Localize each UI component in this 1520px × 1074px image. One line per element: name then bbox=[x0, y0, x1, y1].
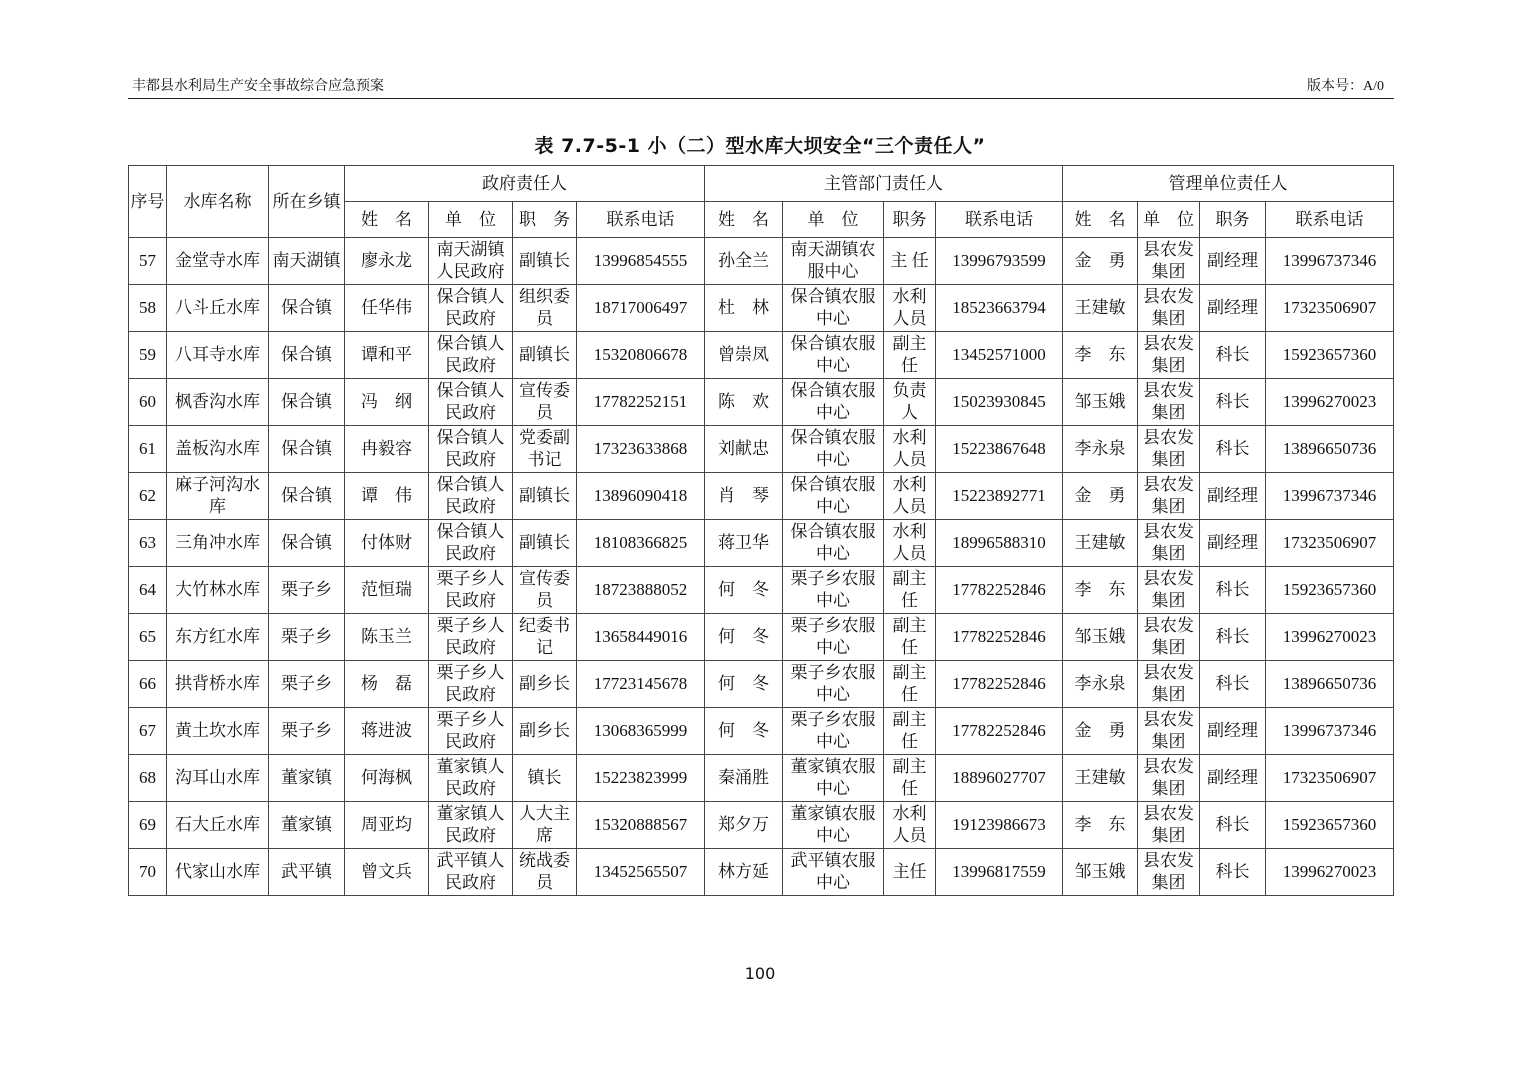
responsibility-table bbox=[128, 165, 1394, 896]
table-row bbox=[129, 661, 1394, 708]
cell-dept-phone: 13452571000 bbox=[936, 332, 1063, 379]
cell-dept-post: 水利人员 bbox=[884, 520, 936, 567]
cell-town: 栗子乡 bbox=[269, 567, 345, 614]
cell-gov-unit: 武平镇人民政府 bbox=[429, 849, 513, 896]
cell-mgmt-name: 王建敏 bbox=[1063, 755, 1138, 802]
cell-dept-name: 孙全兰 bbox=[705, 238, 783, 285]
cell-dept-phone: 13996817559 bbox=[936, 849, 1063, 896]
cell-gov-post: 副镇长 bbox=[513, 473, 577, 520]
cell-dept-unit: 保合镇农服中心 bbox=[783, 379, 884, 426]
cell-seq: 61 bbox=[129, 426, 167, 473]
cell-gov-phone: 17782252151 bbox=[577, 379, 705, 426]
cell-gov-name: 谭 伟 bbox=[345, 473, 429, 520]
cell-gov-name: 廖永龙 bbox=[345, 238, 429, 285]
cell-mgmt-post: 科长 bbox=[1200, 426, 1266, 473]
col-mgmt-name: 姓 名 bbox=[1063, 202, 1138, 238]
cell-town: 保合镇 bbox=[269, 332, 345, 379]
cell-dept-phone: 17782252846 bbox=[936, 661, 1063, 708]
cell-gov-phone: 15320888567 bbox=[577, 802, 705, 849]
cell-dept-phone: 15023930845 bbox=[936, 379, 1063, 426]
cell-gov-post: 宣传委员 bbox=[513, 567, 577, 614]
cell-dept-unit: 栗子乡农服中心 bbox=[783, 661, 884, 708]
cell-reservoir: 黄土坎水库 bbox=[167, 708, 269, 755]
col-gov-unit: 单 位 bbox=[429, 202, 513, 238]
cell-mgmt-phone: 13996737346 bbox=[1266, 708, 1394, 755]
cell-mgmt-name: 王建敏 bbox=[1063, 285, 1138, 332]
cell-mgmt-post: 科长 bbox=[1200, 661, 1266, 708]
cell-mgmt-unit: 县农发集团 bbox=[1138, 238, 1200, 285]
cell-gov-name: 任华伟 bbox=[345, 285, 429, 332]
cell-reservoir: 八耳寺水库 bbox=[167, 332, 269, 379]
col-dept-phone: 联系电话 bbox=[936, 202, 1063, 238]
cell-seq: 62 bbox=[129, 473, 167, 520]
cell-reservoir: 八斗丘水库 bbox=[167, 285, 269, 332]
cell-gov-post: 纪委书记 bbox=[513, 614, 577, 661]
cell-dept-post: 副主任 bbox=[884, 614, 936, 661]
cell-dept-name: 秦涌胜 bbox=[705, 755, 783, 802]
table-row bbox=[129, 285, 1394, 332]
cell-gov-phone: 13658449016 bbox=[577, 614, 705, 661]
table-row bbox=[129, 802, 1394, 849]
cell-dept-unit: 董家镇农服中心 bbox=[783, 802, 884, 849]
cell-gov-phone: 17723145678 bbox=[577, 661, 705, 708]
cell-mgmt-post: 科长 bbox=[1200, 802, 1266, 849]
cell-dept-name: 刘献忠 bbox=[705, 426, 783, 473]
col-dept-unit: 单 位 bbox=[783, 202, 884, 238]
cell-mgmt-unit: 县农发集团 bbox=[1138, 285, 1200, 332]
table-row bbox=[129, 238, 1394, 285]
cell-dept-name: 曾崇凤 bbox=[705, 332, 783, 379]
cell-dept-phone: 17782252846 bbox=[936, 708, 1063, 755]
cell-seq: 64 bbox=[129, 567, 167, 614]
cell-town: 董家镇 bbox=[269, 755, 345, 802]
cell-gov-phone: 13896090418 bbox=[577, 473, 705, 520]
cell-town: 武平镇 bbox=[269, 849, 345, 896]
cell-dept-unit: 保合镇农服中心 bbox=[783, 426, 884, 473]
cell-reservoir: 石大丘水库 bbox=[167, 802, 269, 849]
cell-gov-name: 冉毅容 bbox=[345, 426, 429, 473]
cell-dept-unit: 栗子乡农服中心 bbox=[783, 708, 884, 755]
cell-dept-post: 主 任 bbox=[884, 238, 936, 285]
cell-dept-unit: 栗子乡农服中心 bbox=[783, 567, 884, 614]
table-row bbox=[129, 614, 1394, 661]
table-row bbox=[129, 379, 1394, 426]
cell-dept-post: 水利人员 bbox=[884, 426, 936, 473]
cell-mgmt-unit: 县农发集团 bbox=[1138, 567, 1200, 614]
cell-dept-name: 郑夕万 bbox=[705, 802, 783, 849]
cell-mgmt-name: 邹玉娥 bbox=[1063, 614, 1138, 661]
table-body bbox=[129, 238, 1394, 896]
cell-dept-name: 蒋卫华 bbox=[705, 520, 783, 567]
cell-gov-name: 冯 纲 bbox=[345, 379, 429, 426]
cell-gov-name: 周亚均 bbox=[345, 802, 429, 849]
cell-town: 栗子乡 bbox=[269, 614, 345, 661]
cell-dept-name: 何 冬 bbox=[705, 708, 783, 755]
cell-dept-post: 主任 bbox=[884, 849, 936, 896]
cell-gov-post: 宣传委员 bbox=[513, 379, 577, 426]
table-row bbox=[129, 332, 1394, 379]
col-mgmt-unit: 单 位 bbox=[1138, 202, 1200, 238]
cell-dept-phone: 15223867648 bbox=[936, 426, 1063, 473]
cell-town: 南天湖镇 bbox=[269, 238, 345, 285]
cell-gov-phone: 15320806678 bbox=[577, 332, 705, 379]
cell-dept-phone: 18996588310 bbox=[936, 520, 1063, 567]
cell-gov-unit: 董家镇人民政府 bbox=[429, 755, 513, 802]
cell-reservoir: 代家山水库 bbox=[167, 849, 269, 896]
cell-gov-post: 副镇长 bbox=[513, 332, 577, 379]
cell-gov-post: 副乡长 bbox=[513, 661, 577, 708]
cell-gov-unit: 保合镇人民政府 bbox=[429, 426, 513, 473]
col-reservoir: 水库名称 bbox=[167, 166, 269, 238]
cell-mgmt-unit: 县农发集团 bbox=[1138, 379, 1200, 426]
cell-dept-post: 水利人员 bbox=[884, 473, 936, 520]
col-dept-group: 主管部门责任人 bbox=[705, 166, 1063, 202]
cell-gov-unit: 保合镇人民政府 bbox=[429, 379, 513, 426]
cell-gov-unit: 栗子乡人民政府 bbox=[429, 661, 513, 708]
table-row bbox=[129, 708, 1394, 755]
cell-mgmt-name: 李 东 bbox=[1063, 802, 1138, 849]
cell-dept-unit: 武平镇农服中心 bbox=[783, 849, 884, 896]
cell-reservoir: 三角冲水库 bbox=[167, 520, 269, 567]
table-row bbox=[129, 755, 1394, 802]
cell-mgmt-phone: 15923657360 bbox=[1266, 332, 1394, 379]
cell-dept-phone: 19123986673 bbox=[936, 802, 1063, 849]
cell-reservoir: 大竹林水库 bbox=[167, 567, 269, 614]
cell-mgmt-phone: 15923657360 bbox=[1266, 802, 1394, 849]
cell-dept-unit: 栗子乡农服中心 bbox=[783, 614, 884, 661]
cell-seq: 60 bbox=[129, 379, 167, 426]
cell-seq: 57 bbox=[129, 238, 167, 285]
cell-dept-unit: 保合镇农服中心 bbox=[783, 520, 884, 567]
cell-gov-post: 副镇长 bbox=[513, 238, 577, 285]
cell-mgmt-name: 李永泉 bbox=[1063, 426, 1138, 473]
cell-seq: 59 bbox=[129, 332, 167, 379]
page-header bbox=[128, 76, 1394, 99]
cell-mgmt-post: 科长 bbox=[1200, 849, 1266, 896]
cell-dept-unit: 保合镇农服中心 bbox=[783, 285, 884, 332]
cell-mgmt-post: 科长 bbox=[1200, 614, 1266, 661]
cell-mgmt-phone: 13996270023 bbox=[1266, 614, 1394, 661]
cell-gov-phone: 13996854555 bbox=[577, 238, 705, 285]
cell-dept-phone: 18523663794 bbox=[936, 285, 1063, 332]
cell-mgmt-phone: 13996737346 bbox=[1266, 238, 1394, 285]
cell-mgmt-post: 科长 bbox=[1200, 332, 1266, 379]
cell-mgmt-phone: 13896650736 bbox=[1266, 661, 1394, 708]
cell-gov-post: 组织委员 bbox=[513, 285, 577, 332]
cell-dept-unit: 保合镇农服中心 bbox=[783, 332, 884, 379]
cell-gov-name: 付体财 bbox=[345, 520, 429, 567]
cell-town: 保合镇 bbox=[269, 426, 345, 473]
cell-seq: 70 bbox=[129, 849, 167, 896]
table-row bbox=[129, 426, 1394, 473]
cell-reservoir: 盖板沟水库 bbox=[167, 426, 269, 473]
cell-dept-phone: 17782252846 bbox=[936, 614, 1063, 661]
col-dept-name: 姓 名 bbox=[705, 202, 783, 238]
cell-mgmt-post: 副经理 bbox=[1200, 285, 1266, 332]
cell-gov-post: 统战委员 bbox=[513, 849, 577, 896]
cell-gov-phone: 18717006497 bbox=[577, 285, 705, 332]
cell-gov-phone: 18108366825 bbox=[577, 520, 705, 567]
cell-reservoir: 麻子河沟水库 bbox=[167, 473, 269, 520]
cell-gov-post: 副镇长 bbox=[513, 520, 577, 567]
cell-town: 栗子乡 bbox=[269, 661, 345, 708]
cell-mgmt-name: 李 东 bbox=[1063, 332, 1138, 379]
cell-dept-post: 副主任 bbox=[884, 567, 936, 614]
cell-mgmt-unit: 县农发集团 bbox=[1138, 708, 1200, 755]
cell-gov-phone: 13452565507 bbox=[577, 849, 705, 896]
col-town: 所在乡镇 bbox=[269, 166, 345, 238]
cell-gov-unit: 保合镇人民政府 bbox=[429, 332, 513, 379]
cell-gov-unit: 保合镇人民政府 bbox=[429, 520, 513, 567]
cell-gov-name: 曾文兵 bbox=[345, 849, 429, 896]
cell-gov-unit: 栗子乡人民政府 bbox=[429, 708, 513, 755]
cell-town: 栗子乡 bbox=[269, 708, 345, 755]
cell-reservoir: 东方红水库 bbox=[167, 614, 269, 661]
col-gov-group: 政府责任人 bbox=[345, 166, 705, 202]
cell-town: 董家镇 bbox=[269, 802, 345, 849]
cell-gov-unit: 栗子乡人民政府 bbox=[429, 567, 513, 614]
cell-town: 保合镇 bbox=[269, 285, 345, 332]
table-title: 表 7.7-5-1 小（二）型水库大坝安全“三个责任人” bbox=[534, 135, 986, 157]
col-seq: 序号 bbox=[129, 166, 167, 238]
cell-gov-unit: 南天湖镇人民政府 bbox=[429, 238, 513, 285]
cell-mgmt-name: 邹玉娥 bbox=[1063, 849, 1138, 896]
cell-mgmt-unit: 县农发集团 bbox=[1138, 755, 1200, 802]
version-label: 版本号：A/0 bbox=[1307, 79, 1384, 94]
cell-town: 保合镇 bbox=[269, 473, 345, 520]
table-row bbox=[129, 567, 1394, 614]
cell-mgmt-unit: 县农发集团 bbox=[1138, 661, 1200, 708]
cell-mgmt-phone: 13896650736 bbox=[1266, 426, 1394, 473]
cell-mgmt-post: 副经理 bbox=[1200, 520, 1266, 567]
cell-reservoir: 金堂寺水库 bbox=[167, 238, 269, 285]
cell-mgmt-phone: 13996270023 bbox=[1266, 379, 1394, 426]
cell-mgmt-post: 副经理 bbox=[1200, 238, 1266, 285]
cell-dept-name: 林方延 bbox=[705, 849, 783, 896]
cell-gov-unit: 保合镇人民政府 bbox=[429, 473, 513, 520]
cell-gov-phone: 17323633868 bbox=[577, 426, 705, 473]
cell-dept-unit: 保合镇农服中心 bbox=[783, 473, 884, 520]
cell-dept-name: 何 冬 bbox=[705, 567, 783, 614]
cell-dept-post: 副主任 bbox=[884, 708, 936, 755]
cell-mgmt-post: 副经理 bbox=[1200, 708, 1266, 755]
col-dept-post: 职务 bbox=[884, 202, 936, 238]
cell-mgmt-name: 李 东 bbox=[1063, 567, 1138, 614]
cell-seq: 67 bbox=[129, 708, 167, 755]
col-gov-name: 姓 名 bbox=[345, 202, 429, 238]
cell-mgmt-post: 科长 bbox=[1200, 379, 1266, 426]
cell-seq: 66 bbox=[129, 661, 167, 708]
cell-gov-name: 陈玉兰 bbox=[345, 614, 429, 661]
cell-reservoir: 沟耳山水库 bbox=[167, 755, 269, 802]
cell-dept-post: 副主任 bbox=[884, 755, 936, 802]
cell-reservoir: 枫香沟水库 bbox=[167, 379, 269, 426]
cell-town: 保合镇 bbox=[269, 379, 345, 426]
table-row bbox=[129, 520, 1394, 567]
document-title: 丰都县水利局生产安全事故综合应急预案 bbox=[132, 79, 384, 94]
cell-gov-post: 人大主席 bbox=[513, 802, 577, 849]
cell-dept-post: 水利人员 bbox=[884, 285, 936, 332]
cell-dept-unit: 南天湖镇农服中心 bbox=[783, 238, 884, 285]
cell-gov-unit: 保合镇人民政府 bbox=[429, 285, 513, 332]
cell-dept-unit: 董家镇农服中心 bbox=[783, 755, 884, 802]
cell-mgmt-phone: 15923657360 bbox=[1266, 567, 1394, 614]
cell-mgmt-name: 王建敏 bbox=[1063, 520, 1138, 567]
cell-mgmt-unit: 县农发集团 bbox=[1138, 614, 1200, 661]
cell-gov-post: 副乡长 bbox=[513, 708, 577, 755]
cell-seq: 63 bbox=[129, 520, 167, 567]
cell-mgmt-unit: 县农发集团 bbox=[1138, 426, 1200, 473]
cell-mgmt-phone: 13996737346 bbox=[1266, 473, 1394, 520]
cell-mgmt-phone: 17323506907 bbox=[1266, 755, 1394, 802]
cell-dept-phone: 18896027707 bbox=[936, 755, 1063, 802]
cell-mgmt-phone: 13996270023 bbox=[1266, 849, 1394, 896]
cell-gov-phone: 15223823999 bbox=[577, 755, 705, 802]
cell-gov-post: 镇长 bbox=[513, 755, 577, 802]
cell-mgmt-post: 副经理 bbox=[1200, 473, 1266, 520]
cell-dept-post: 水利人员 bbox=[884, 802, 936, 849]
cell-seq: 68 bbox=[129, 755, 167, 802]
cell-seq: 65 bbox=[129, 614, 167, 661]
table-row bbox=[129, 849, 1394, 896]
cell-mgmt-name: 李永泉 bbox=[1063, 661, 1138, 708]
cell-mgmt-unit: 县农发集团 bbox=[1138, 520, 1200, 567]
cell-gov-name: 蒋进波 bbox=[345, 708, 429, 755]
cell-dept-name: 陈 欢 bbox=[705, 379, 783, 426]
col-mgmt-post: 职务 bbox=[1200, 202, 1266, 238]
cell-mgmt-unit: 县农发集团 bbox=[1138, 473, 1200, 520]
cell-dept-name: 肖 琴 bbox=[705, 473, 783, 520]
cell-dept-name: 杜 林 bbox=[705, 285, 783, 332]
cell-mgmt-unit: 县农发集团 bbox=[1138, 849, 1200, 896]
cell-seq: 69 bbox=[129, 802, 167, 849]
cell-mgmt-post: 副经理 bbox=[1200, 755, 1266, 802]
col-mgmt-group: 管理单位责任人 bbox=[1063, 166, 1394, 202]
cell-dept-phone: 13996793599 bbox=[936, 238, 1063, 285]
cell-mgmt-unit: 县农发集团 bbox=[1138, 332, 1200, 379]
cell-gov-name: 谭和平 bbox=[345, 332, 429, 379]
cell-gov-phone: 13068365999 bbox=[577, 708, 705, 755]
cell-mgmt-phone: 17323506907 bbox=[1266, 520, 1394, 567]
cell-mgmt-name: 邹玉娥 bbox=[1063, 379, 1138, 426]
cell-mgmt-phone: 17323506907 bbox=[1266, 285, 1394, 332]
cell-mgmt-post: 科长 bbox=[1200, 567, 1266, 614]
cell-dept-phone: 15223892771 bbox=[936, 473, 1063, 520]
cell-gov-name: 杨 磊 bbox=[345, 661, 429, 708]
cell-reservoir: 拱背桥水库 bbox=[167, 661, 269, 708]
cell-dept-post: 副主任 bbox=[884, 661, 936, 708]
cell-dept-name: 何 冬 bbox=[705, 614, 783, 661]
cell-mgmt-name: 金 勇 bbox=[1063, 238, 1138, 285]
cell-gov-unit: 栗子乡人民政府 bbox=[429, 614, 513, 661]
cell-seq: 58 bbox=[129, 285, 167, 332]
cell-dept-name: 何 冬 bbox=[705, 661, 783, 708]
cell-gov-post: 党委副书记 bbox=[513, 426, 577, 473]
col-gov-post: 职 务 bbox=[513, 202, 577, 238]
cell-gov-phone: 18723888052 bbox=[577, 567, 705, 614]
header-row-1 bbox=[129, 166, 1394, 202]
cell-town: 保合镇 bbox=[269, 520, 345, 567]
cell-mgmt-unit: 县农发集团 bbox=[1138, 802, 1200, 849]
col-mgmt-phone: 联系电话 bbox=[1266, 202, 1394, 238]
cell-dept-post: 副主任 bbox=[884, 332, 936, 379]
cell-gov-name: 范恒瑞 bbox=[345, 567, 429, 614]
cell-gov-name: 何海枫 bbox=[345, 755, 429, 802]
cell-mgmt-name: 金 勇 bbox=[1063, 708, 1138, 755]
cell-gov-unit: 董家镇人民政府 bbox=[429, 802, 513, 849]
cell-mgmt-name: 金 勇 bbox=[1063, 473, 1138, 520]
cell-dept-post: 负责人 bbox=[884, 379, 936, 426]
table-row bbox=[129, 473, 1394, 520]
page-number: 100 bbox=[744, 964, 776, 983]
col-gov-phone: 联系电话 bbox=[577, 202, 705, 238]
cell-dept-phone: 17782252846 bbox=[936, 567, 1063, 614]
